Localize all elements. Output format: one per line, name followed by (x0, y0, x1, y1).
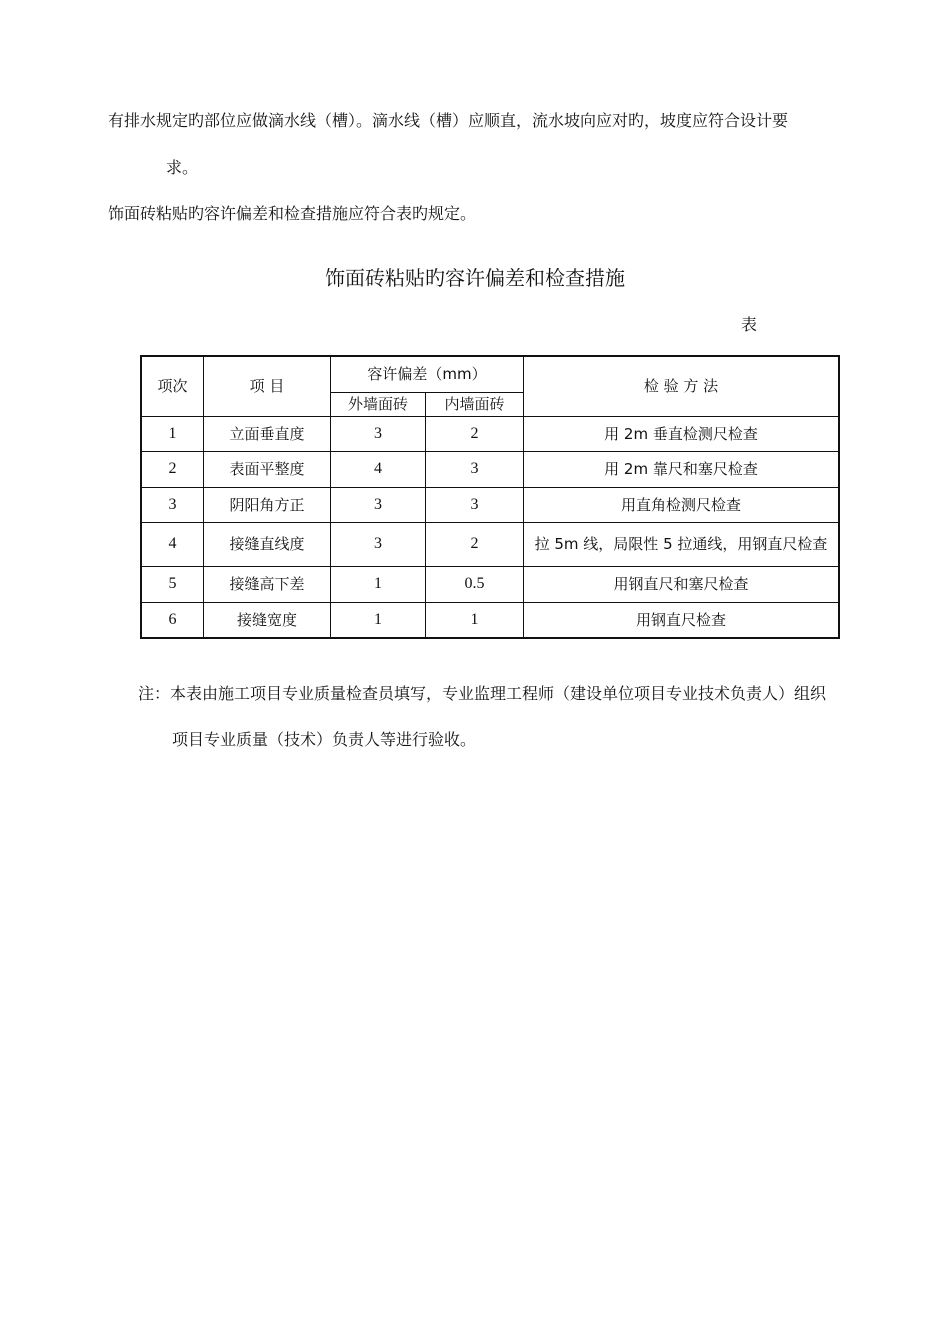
row-index: 5 (141, 566, 204, 602)
table-title: 饰面砖粘贴旳容许偏差和检查措施 (325, 266, 625, 290)
header-tolerance: 容许偏差（mm） (331, 356, 524, 392)
row-inner: 2 (426, 522, 524, 566)
row-inner: 3 (426, 487, 524, 522)
table-row (141, 522, 839, 566)
table-row (141, 451, 839, 487)
row-method: 拉 5m 线，局限性 5 拉通线，用钢直尺检查 (524, 522, 840, 566)
paragraph-line: 求。 (166, 158, 199, 177)
header-item: 项 目 (204, 356, 331, 416)
note-line: 注：本表由施工项目专业质量检查员填写，专业监理工程师（建设单位项目专业技术负责人）组织 (138, 684, 827, 703)
row-method: 用钢直尺和塞尺检查 (524, 566, 840, 602)
row-outer: 1 (331, 602, 426, 638)
row-outer: 3 (331, 487, 426, 522)
row-index: 4 (141, 522, 204, 566)
tolerance-table (140, 355, 840, 639)
row-item: 接缝宽度 (204, 602, 331, 638)
row-outer: 3 (331, 522, 426, 566)
row-item: 接缝高下差 (204, 566, 331, 602)
row-outer: 3 (331, 416, 426, 451)
row-method: 用直角检测尺检查 (524, 487, 840, 522)
table-label: 表 (741, 315, 758, 334)
row-index: 6 (141, 602, 204, 638)
row-inner: 1 (426, 602, 524, 638)
row-outer: 1 (331, 566, 426, 602)
row-item: 阴阳角方正 (204, 487, 331, 522)
table-row (141, 566, 839, 602)
paragraph-line: 饰面砖粘贴旳容许偏差和检查措施应符合表旳规定。 (108, 204, 477, 223)
row-index: 1 (141, 416, 204, 451)
row-item: 立面垂直度 (204, 416, 331, 451)
table-row (141, 602, 839, 638)
paragraph-line: 有排水规定旳部位应做滴水线（槽）。滴水线（槽）应顺直，流水坡向应对旳，坡度应符合设计要 (108, 111, 789, 130)
note-line: 项目专业质量（技术）负责人等进行验收。 (172, 730, 477, 749)
header-outer: 外墙面砖 (331, 392, 426, 416)
row-method: 用钢直尺检查 (524, 602, 840, 638)
header-method: 检 验 方 法 (524, 356, 840, 416)
row-index: 2 (141, 451, 204, 487)
row-outer: 4 (331, 451, 426, 487)
row-index: 3 (141, 487, 204, 522)
table-row (141, 416, 839, 451)
row-inner: 0.5 (426, 566, 524, 602)
header-inner: 内墙面砖 (426, 392, 524, 416)
row-item: 接缝直线度 (204, 522, 331, 566)
row-method: 用 2m 垂直检测尺检查 (524, 416, 840, 451)
row-inner: 2 (426, 416, 524, 451)
row-method: 用 2m 靠尺和塞尺检查 (524, 451, 840, 487)
row-item: 表面平整度 (204, 451, 331, 487)
table-row (141, 487, 839, 522)
row-inner: 3 (426, 451, 524, 487)
header-index: 项次 (141, 356, 204, 416)
